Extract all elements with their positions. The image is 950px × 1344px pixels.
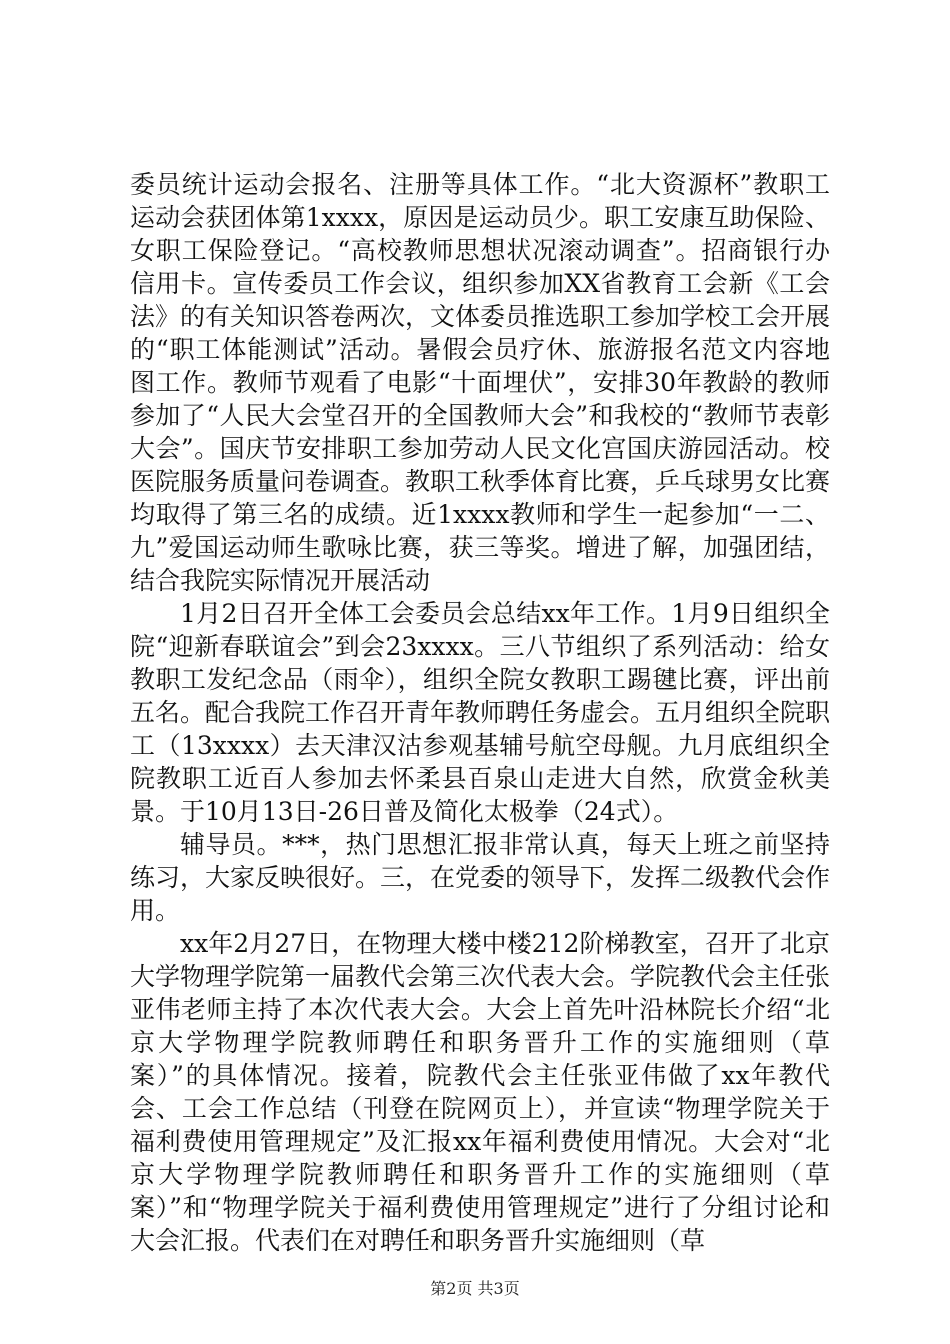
paragraph-1: 委员统计运动会报名、注册等具体工作。“北大资源杯”教职工运动会获团体第1xxxx，原因是运动员少。职工安康互助保险、女职工保险登记。“高校教师思想状况滚动调查”。招商银行办信用卡。宣传委员工作会议，组织参加XX省教育工会新《工会法》的有关知识答卷两次，文体委员推选职工参加学校工会开展的“职工体能测试”活动。暑假会员疗休、旅游报名范文内容地图工作。教师节观看了电影“十面埋伏”，安排30年教龄的教师参加了“人民大会堂召开的全国教师大会”和我校的“教师节表彰大会”。国庆节安排职工参加劳动人民文化宫国庆游园活动。校医院服务质量问卷调查。教职工秋季体育比赛，乒乓球男女比赛均取得了第三名的成绩。近1xxxx教师和学生一起参加“一二、九”爱国运动师生歌咏比赛，获三等奖。增进了解，加强团结，结合我院实际情况开展活动 [130,170,831,595]
paragraph-2: 1月2日召开全体工会委员会总结xx年工作。1月9日组织全院“迎新春联谊会”到会23xxxx。三八节组织了系列活动：给女教职工发纪念品（雨伞），组织全院女教职工踢毽比赛，评出前五名。配合我院工作召开青年教师聘任务虚会。五月组织全院职工（13xxxx）去天津汉沽参观基辅号航空母舰。九月底组织全院教职工近百人参加去怀柔县百泉山走进大自然，欣赏金秋美景。于10月13日-26日普及简化太极拳（24式）。 [130,599,831,826]
page-footer: 第2页 共3页 [430,1279,520,1298]
paragraph-3: 辅导员。***，热门思想汇报非常认真，每天上班之前坚持练习，大家反映很好。三，在党委的领导下，发挥二级教代会作用。 [130,830,831,925]
document-body [130,168,830,1257]
paragraph-4: xx年2月27日，在物理大楼中楼212阶梯教室，召开了北京大学物理学院第一届教代会第三次代表大会。学院教代会主任张亚伟老师主持了本次代表大会。大会上首先叶沿林院长介绍“北京大学物理学院教师聘任和职务晋升工作的实施细则（草案）”的具体情况。接着，院教代会主任张亚伟做了xx年教代会、工会工作总结（刊登在院网页上），并宣读“物理学院关于福利费使用管理规定”及汇报xx年福利费使用情况。大会对“北京大学物理学院教师聘任和职务晋升工作的实施细则（草案）”和“物理学院关于福利费使用管理规定”进行了分组讨论和大会汇报。代表们在对聘任和职务晋升实施细则（草 [130,929,831,1255]
